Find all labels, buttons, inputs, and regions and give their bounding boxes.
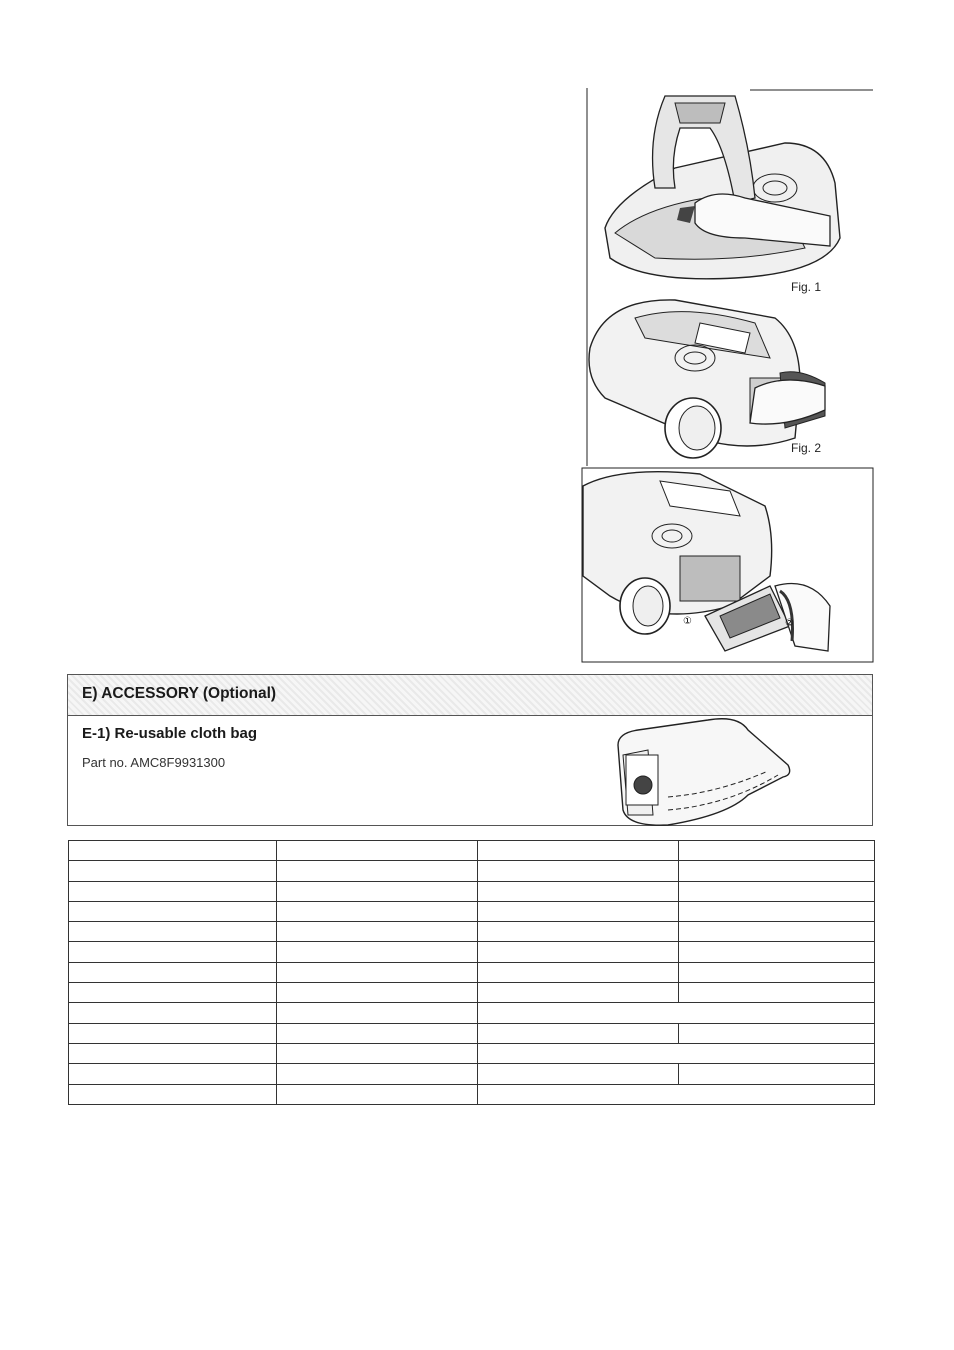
- table-row: [69, 1064, 875, 1084]
- table-row: [69, 901, 875, 921]
- table-cell: [478, 942, 679, 962]
- table-cell: [478, 841, 679, 861]
- table-cell: [277, 962, 478, 982]
- table-cell: [69, 901, 277, 921]
- vacuum-filter-insert-illustration: [580, 466, 875, 664]
- table-cell: [69, 1023, 277, 1043]
- table-row: [69, 881, 875, 901]
- table-cell: [277, 901, 478, 921]
- svg-text:②: ②: [785, 618, 794, 629]
- table-cell: [69, 861, 277, 881]
- table-cell: [679, 861, 875, 881]
- table-cell: [69, 922, 277, 942]
- accessory-section: [67, 674, 873, 826]
- table-cell: [277, 861, 478, 881]
- table-cell: [679, 1064, 875, 1084]
- table-cell: [679, 962, 875, 982]
- table-cell: [277, 841, 478, 861]
- table-row: [69, 962, 875, 982]
- figure-caption: Fig. 1: [791, 280, 822, 294]
- table-cell: [277, 1043, 478, 1063]
- table-cell: [478, 861, 679, 881]
- part-number: Part no. AMC8F9931300: [82, 755, 226, 770]
- table-row: [69, 922, 875, 942]
- table-row: [69, 1043, 875, 1063]
- table-cell: [478, 922, 679, 942]
- figure-3: [580, 466, 875, 664]
- table-row: [69, 983, 875, 1003]
- table-cell: [277, 1064, 478, 1084]
- table-cell: [69, 983, 277, 1003]
- table-cell: [69, 1084, 277, 1104]
- table-cell: [277, 942, 478, 962]
- table-cell: [679, 922, 875, 942]
- table-cell: [478, 1023, 679, 1043]
- figure-1: [585, 88, 875, 300]
- table-cell: [277, 983, 478, 1003]
- table-cell: [679, 942, 875, 962]
- table-cell: [69, 1043, 277, 1063]
- accessory-header: [68, 675, 872, 716]
- figure-2: [585, 298, 875, 466]
- table-cell: [69, 841, 277, 861]
- table-row: [69, 1003, 875, 1023]
- figure-caption: Fig. 2: [791, 441, 822, 455]
- table-cell: [478, 962, 679, 982]
- table-cell: [277, 881, 478, 901]
- cloth-bag-illustration: [608, 715, 808, 827]
- table-row: [69, 841, 875, 861]
- table-row: [69, 861, 875, 881]
- table-cell: [277, 1003, 478, 1023]
- table-cell: [478, 901, 679, 921]
- parts-table: [68, 840, 875, 1105]
- table-cell: [679, 841, 875, 861]
- table-cell: [277, 922, 478, 942]
- svg-text:①: ①: [683, 616, 692, 627]
- table-row: [69, 1023, 875, 1043]
- table-cell: [69, 881, 277, 901]
- table-cell: [478, 1064, 679, 1084]
- section-title: E) ACCESSORY (Optional): [82, 685, 277, 702]
- table-row: [69, 1084, 875, 1104]
- table-cell: [478, 983, 679, 1003]
- table-cell: [679, 1023, 875, 1043]
- table-cell: [69, 962, 277, 982]
- table-cell: [277, 1084, 478, 1104]
- table-cell: [478, 881, 679, 901]
- table-cell: [679, 881, 875, 901]
- table-cell: [478, 1003, 875, 1023]
- table-cell: [69, 942, 277, 962]
- vacuum-open-lid-illustration: [585, 88, 875, 300]
- table-cell: [69, 1064, 277, 1084]
- table-cell: [478, 1084, 875, 1104]
- table-row: [69, 942, 875, 962]
- table-cell: [679, 901, 875, 921]
- vacuum-filter-removal-illustration: [585, 298, 875, 466]
- accessory-subtitle: E-1) Re-usable cloth bag: [82, 725, 258, 742]
- table-cell: [69, 1003, 277, 1023]
- table-cell: [478, 1043, 875, 1063]
- table-cell: [679, 983, 875, 1003]
- table-cell: [277, 1023, 478, 1043]
